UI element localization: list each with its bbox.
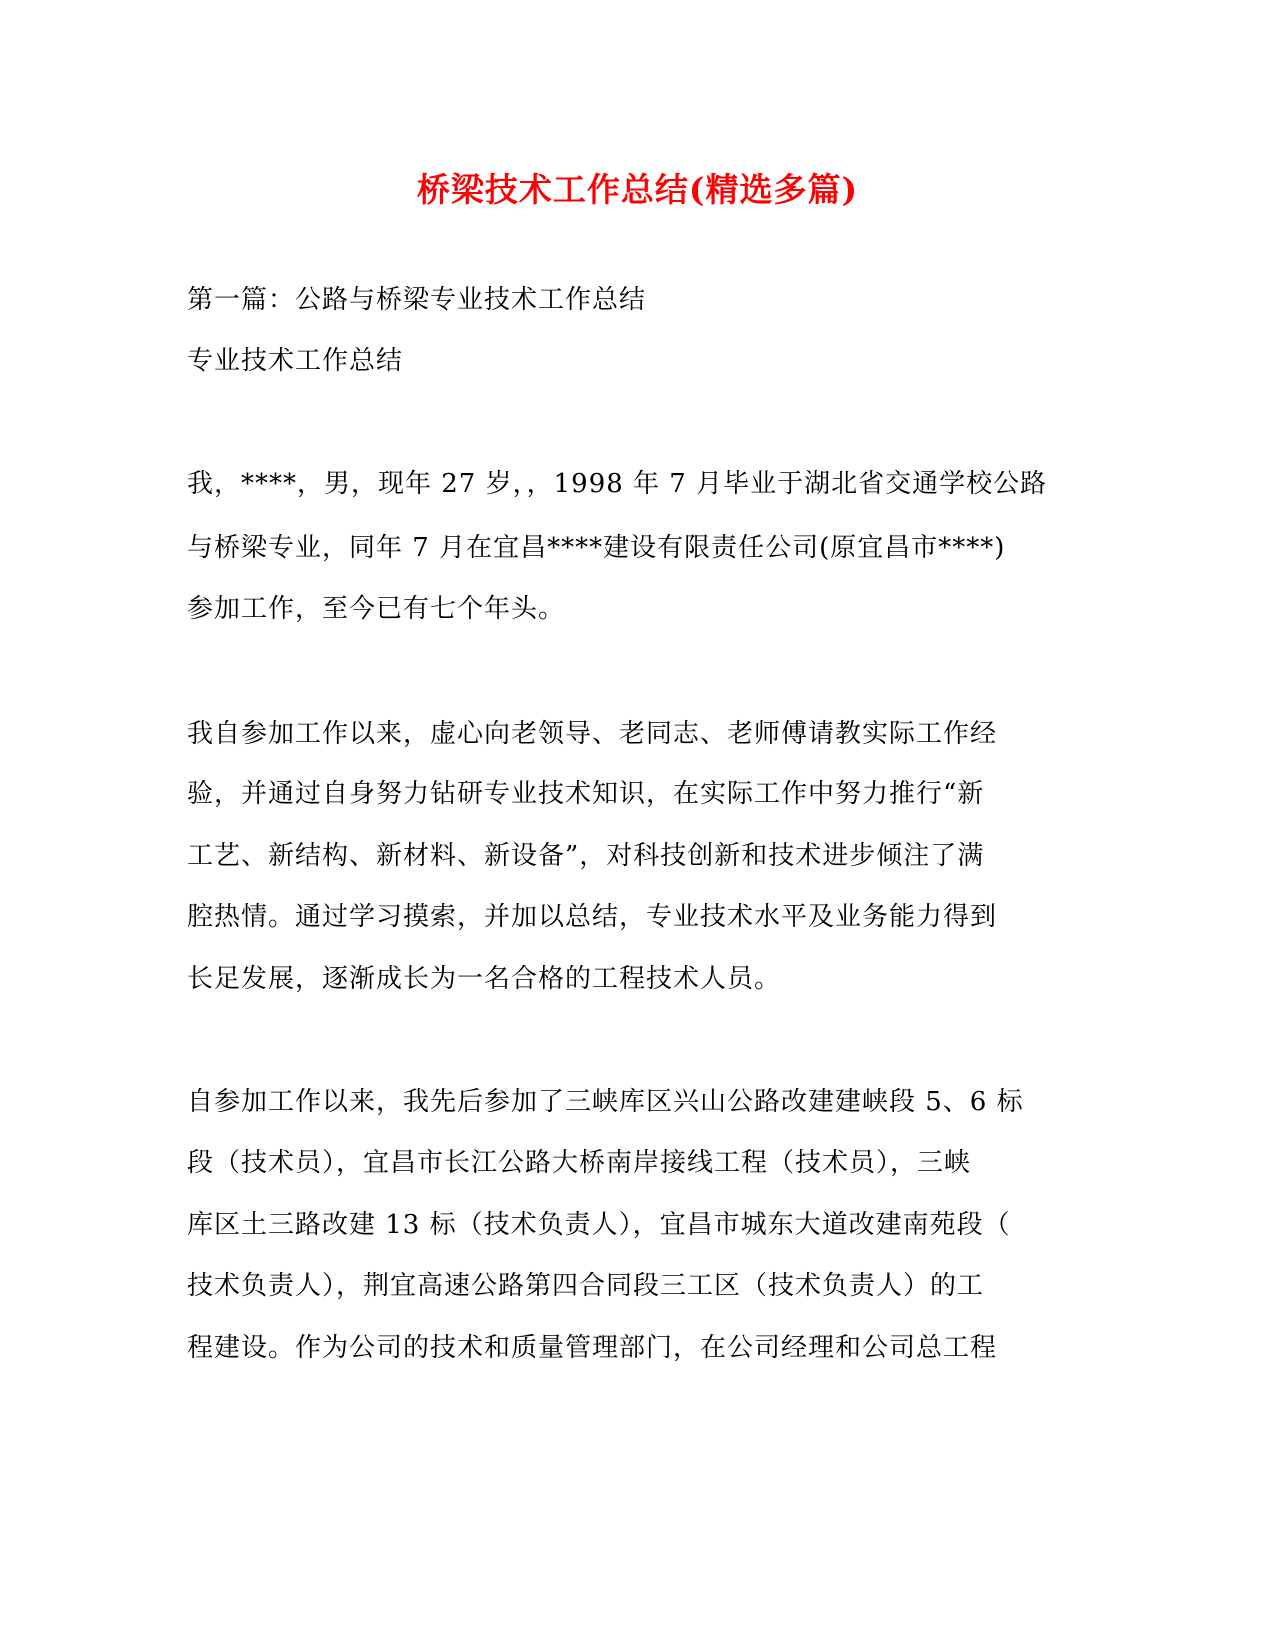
paragraph-line: 库区土三路改建 13 标（技术负责人），宜昌市城东大道改建南苑段（ bbox=[187, 1210, 1011, 1240]
paragraph-line: 腔热情。通过学习摸索，并加以总结，专业技术水平及业务能力得到 bbox=[187, 902, 998, 932]
paragraph-line: 工艺、新结构、新材料、新设备”，对科技创新和技术进步倾注了满 bbox=[187, 841, 985, 871]
heading-subtitle: 专业技术工作总结 bbox=[187, 346, 404, 376]
heading-first-article: 第一篇：公路与桥梁专业技术工作总结 bbox=[187, 285, 647, 315]
paragraph-line: 长足发展，逐渐成长为一名合格的工程技术人员。 bbox=[187, 964, 782, 994]
paragraph-line: 自参加工作以来，我先后参加了三峡库区兴山公路改建建峡段 5、6 标 bbox=[187, 1087, 1024, 1117]
paragraph-line: 验，并通过自身努力钻研专业技术知识，在实际工作中努力推行“新 bbox=[187, 779, 985, 809]
paragraph-line: 技术负责人），荆宜高速公路第四合同段三工区（技术负责人）的工 bbox=[187, 1271, 985, 1301]
paragraph-line: 我，****，男，现年 27 岁，，1998 年 7 月毕业于湖北省交通学校公路 bbox=[187, 469, 1048, 499]
document-title: 桥梁技术工作总结(精选多篇) bbox=[416, 170, 859, 209]
paragraph-line: 程建设。作为公司的技术和质量管理部门，在公司经理和公司总工程 bbox=[187, 1333, 998, 1363]
paragraph-line: 我自参加工作以来，虚心向老领导、老同志、老师傅请教实际工作经 bbox=[187, 719, 998, 749]
paragraph-line: 与桥梁专业，同年 7 月在宜昌****建设有限责任公司(原宜昌市****) bbox=[187, 533, 1006, 563]
paragraph-line: 段（技术员），宜昌市长江公路大桥南岸接线工程（技术员），三峡 bbox=[187, 1148, 972, 1178]
paragraph-line: 参加工作，至今已有七个年头。 bbox=[187, 594, 566, 624]
